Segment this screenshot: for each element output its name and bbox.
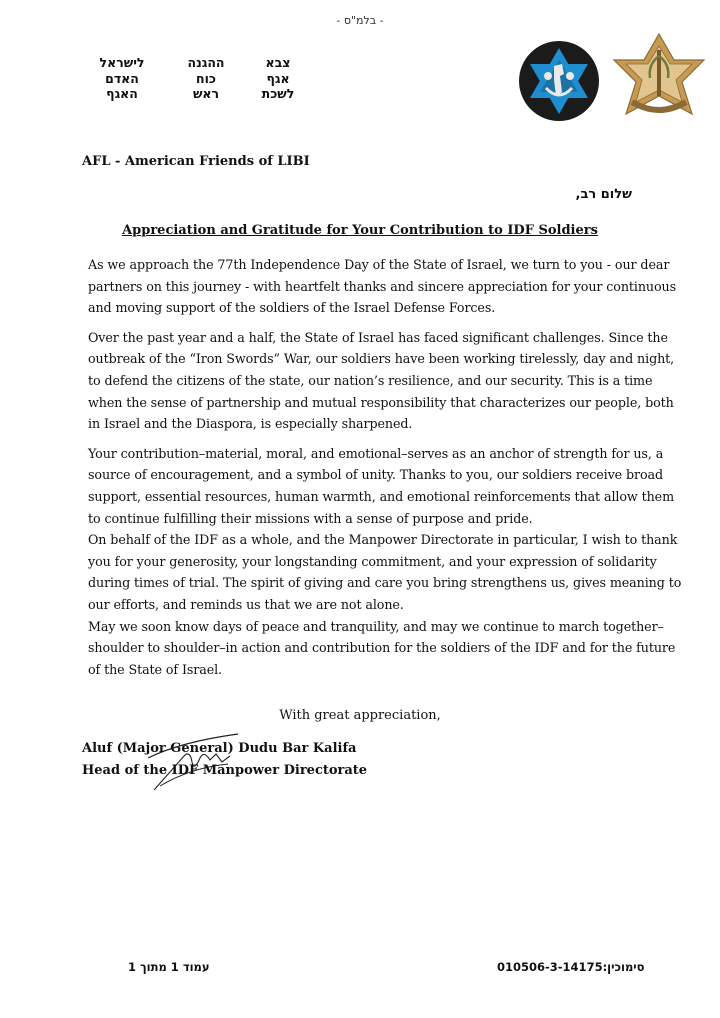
body-paragraph: Your contribution–material, moral, and emotional–serves as an anchor of strength for us, a source of encouragement, and a symbol of unity. Thanks to you, our soldiers receive broad support, essential resources, human warmth, and emotional reinforcements that allow them to continue fulfilling their missions with a sense of purpose and pride. <box>88 445 675 526</box>
body-paragraph: May we soon know days of peace and tranquility, and may we continue to march together–shoulder to shoulder–in action and contribution for the soldiers of the IDF and for the future of the State of Israel. <box>88 618 676 677</box>
signatory-title: Head of the IDF Manpower Directorate <box>82 763 368 778</box>
body-paragraph: Over the past year and a half, the State of Israel has faced significant challenges. Since the outbreak of the “Iron Swords” War, our soldiers have been working tirelessly, day and night, to defend the citizens of the state, our nation’s resilience, and our security. This is a time when the sense of partnership and mutual responsibility that characterizes our people, both in Israel and the Diaspora, is especially sharpened. <box>88 329 675 432</box>
closing-line: With great appreciation, <box>279 708 441 723</box>
greeting: שלום רב, <box>575 187 632 202</box>
header-text: אגף <box>266 70 290 86</box>
reference-label: סימוכין: <box>602 960 645 974</box>
signatory-name: Aluf (Major General) Dudu Bar Kalifa <box>82 741 357 756</box>
header-column-right <box>238 55 318 102</box>
header-text: צבא <box>265 55 291 70</box>
classification-marker: - בלמ"ס - <box>336 14 384 27</box>
body-paragraph: As we approach the 77th Independence Day of the State of Israel, we turn to you - our dear partners on this journey - with heartfelt thanks and sincere appreciation for your continuous and moving support of the soldiers of the Israel Defense Forces. <box>88 257 677 316</box>
header-text: כוח <box>196 70 216 86</box>
header-column-middle <box>166 55 246 102</box>
page-number: עמוד 1 מתוך 1 <box>128 960 210 974</box>
header-text: ראש <box>192 86 220 101</box>
letter-body <box>88 254 686 680</box>
header-column-left <box>82 55 162 102</box>
libi-star-logo <box>518 40 600 122</box>
recipient-line: AFL - American Friends of LIBI <box>82 154 310 169</box>
letter-subject: Appreciation and Gratitude for Your Contribution to IDF Soldiers <box>122 223 598 238</box>
handwritten-signature <box>140 728 250 794</box>
header-text: ההגנה <box>187 55 225 70</box>
idf-emblem-logo <box>612 32 707 122</box>
header-text: האדם <box>105 70 139 86</box>
header-text: לשכת <box>261 86 295 101</box>
reference-number <box>497 960 645 974</box>
header-text: לישראל <box>99 55 145 70</box>
header-text: האגף <box>106 86 138 101</box>
body-paragraph: On behalf of the IDF as a whole, and the Manpower Directorate in particular, I wish to thank you for your generosity, your longstanding commitment, and your expression of solidarity during times of trial. The spirit of giving and care you bring strengthens us, gives meaning to our efforts, and reminds us that we are not alone. <box>88 532 682 612</box>
reference-value: 010506-3-14175 <box>497 960 603 974</box>
